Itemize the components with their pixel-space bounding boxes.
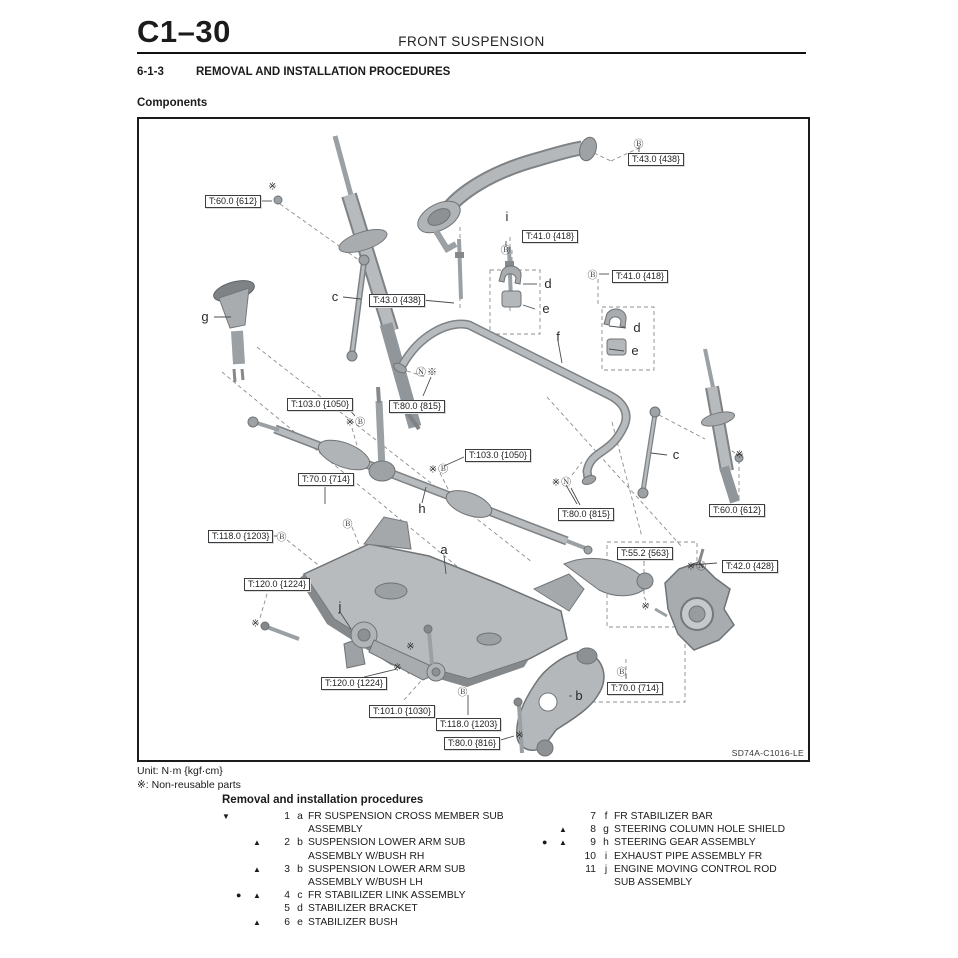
part-name-line: FR STABILIZER LINK ASSEMBLY xyxy=(308,890,466,902)
part-name-line: STEERING COLUMN HOLE SHIELD xyxy=(614,824,786,836)
part-name xyxy=(614,810,828,823)
part-name-line: STEERING GEAR ASSEMBLY xyxy=(614,837,756,849)
part-number: 11 xyxy=(585,863,596,875)
part-name-line: ASSEMBLY xyxy=(308,824,363,836)
section-heading xyxy=(137,66,450,78)
marker-dot: ● xyxy=(542,837,548,848)
part-name-line: SUB ASSEMBLY xyxy=(614,877,693,889)
part-name xyxy=(308,916,522,929)
part-letter-i: i xyxy=(505,208,509,224)
torque-spec-label: T:70.0 {714} xyxy=(607,682,663,695)
torque-spec-label: T:55.2 {563} xyxy=(617,547,673,560)
part-name-line: ENGINE MOVING CONTROL ROD xyxy=(614,863,777,875)
torque-spec-label: T:120.0 {1224} xyxy=(321,677,387,690)
diagram-symbol: Ⓑ xyxy=(587,270,599,282)
part-letter-j: j xyxy=(338,598,342,614)
part-number: 7 xyxy=(590,811,596,822)
part-letter-d: d xyxy=(633,319,641,335)
marker-triangle: ▲ xyxy=(559,825,567,835)
part-name xyxy=(308,810,522,836)
torque-spec-label: T:120.0 {1224} xyxy=(244,578,310,591)
diagram-symbol: Ⓑ xyxy=(616,667,628,679)
parts-list-row xyxy=(528,850,828,863)
section-number: 6-1-3 xyxy=(137,66,164,78)
part-letter-key: f xyxy=(604,811,608,822)
unit-note: Unit: N·m {kgf·cm} xyxy=(137,765,223,777)
part-name xyxy=(614,863,828,889)
page-title: FRONT SUSPENSION xyxy=(398,34,545,49)
part-number: 5 xyxy=(284,903,290,915)
part-name xyxy=(614,850,828,863)
marker-dot: ● xyxy=(236,890,242,901)
part-number: 4 xyxy=(284,890,290,902)
torque-spec-label: T:70.0 {714} xyxy=(298,473,354,486)
torque-spec-label: T:101.0 {1030} xyxy=(369,705,435,718)
diagram-symbol: ※ xyxy=(641,601,651,613)
diagram-symbol: ※ xyxy=(735,449,745,461)
diagram-symbol: Ⓑ xyxy=(633,139,645,151)
parts-list-row xyxy=(222,889,522,902)
part-letter-g: g xyxy=(201,308,209,324)
parts-list-row xyxy=(528,836,828,849)
part-letter-key: a xyxy=(297,811,303,822)
part-name-line: STABILIZER BUSH xyxy=(308,916,398,928)
part-name xyxy=(308,902,522,915)
torque-spec-label: T:80.0 {815} xyxy=(558,508,614,521)
part-letter-key: b xyxy=(297,837,303,849)
part-number: 9 xyxy=(590,837,596,849)
part-name-line: EXHAUST PIPE ASSEMBLY FR xyxy=(614,850,763,862)
parts-list-row xyxy=(222,863,522,889)
part-letter-f: f xyxy=(556,328,560,344)
part-number: 1 xyxy=(284,811,290,822)
part-letter-e: e xyxy=(631,342,639,358)
diagram-symbol: ※ xyxy=(406,641,416,653)
parts-list-left xyxy=(222,810,522,929)
diagram-symbol: ※Ⓝ xyxy=(551,477,573,489)
torque-spec-label: T:60.0 {612} xyxy=(205,195,261,208)
torque-spec-label: T:80.0 {815} xyxy=(389,400,445,413)
part-name-line: ASSEMBLY W/BUSH RH xyxy=(308,850,425,862)
marker-reverse: ▼ xyxy=(222,812,230,821)
diagram-symbol: ※Ⓑ xyxy=(345,417,367,429)
diagram-callouts xyxy=(139,119,808,760)
part-letter-b: b xyxy=(575,687,583,703)
part-name-line: FR STABILIZER BAR xyxy=(614,811,713,822)
procedures-title: Removal and installation procedures xyxy=(222,794,424,806)
marker-triangle: ▲ xyxy=(253,891,261,901)
part-name xyxy=(308,836,522,862)
part-name-line: STABILIZER BRACKET xyxy=(308,903,418,915)
header-rule xyxy=(137,52,806,54)
diagram-symbol: ※Ⓑ xyxy=(428,464,450,476)
torque-spec-label: T:41.0 {418} xyxy=(522,230,578,243)
part-name xyxy=(308,889,522,902)
part-name xyxy=(308,863,522,889)
torque-spec-label: T:43.0 {438} xyxy=(628,153,684,166)
page-number: C1–30 xyxy=(137,14,231,49)
diagram-symbol: ※Ⓝ xyxy=(686,561,708,573)
parts-list-row xyxy=(528,863,828,889)
components-diagram xyxy=(137,117,810,762)
marker-triangle: ▲ xyxy=(559,838,567,848)
diagram-symbol: Ⓑ xyxy=(342,519,354,531)
part-letter-key: e xyxy=(297,916,303,928)
part-name xyxy=(614,836,828,849)
part-letter-h: h xyxy=(418,500,426,516)
part-number: 6 xyxy=(284,916,290,928)
diagram-symbol: ※ xyxy=(268,181,278,193)
torque-spec-label: T:103.0 {1050} xyxy=(287,398,353,411)
diagram-symbol: Ⓑ xyxy=(500,245,512,257)
nonreusable-note: ※: Non-reusable parts xyxy=(137,779,241,791)
diagram-symbol: ※ xyxy=(515,730,525,742)
torque-spec-label: T:103.0 {1050} xyxy=(465,449,531,462)
diagram-symbol: Ⓝ※ xyxy=(416,367,438,379)
marker-triangle: ▲ xyxy=(253,838,261,848)
marker-triangle: ▲ xyxy=(253,864,261,874)
diagram-symbol: Ⓑ xyxy=(457,687,469,699)
part-letter-c: c xyxy=(331,288,339,304)
torque-spec-label: T:42.0 {428} xyxy=(722,560,778,573)
parts-list-row xyxy=(222,810,522,836)
torque-spec-label: T:60.0 {612} xyxy=(709,504,765,517)
part-letter-key: b xyxy=(297,863,303,875)
parts-list-row xyxy=(222,902,522,915)
torque-spec-label: T:41.0 {418} xyxy=(612,270,668,283)
part-letter-key: d xyxy=(297,903,303,915)
part-name-line: FR SUSPENSION CROSS MEMBER SUB xyxy=(308,811,504,822)
part-number: 10 xyxy=(584,850,596,862)
figure-code: SD74A-C1016-LE xyxy=(731,748,804,758)
diagram-symbol: Ⓑ xyxy=(276,532,288,544)
parts-list-row xyxy=(222,836,522,862)
marker-triangle: ▲ xyxy=(253,917,261,927)
parts-list-row xyxy=(528,823,828,836)
part-letter-key: h xyxy=(603,837,609,849)
part-number: 8 xyxy=(590,824,596,836)
part-number: 3 xyxy=(284,863,290,875)
part-name-line: SUSPENSION LOWER ARM SUB xyxy=(308,837,466,849)
torque-spec-label: T:80.0 {816} xyxy=(444,737,500,750)
part-name xyxy=(614,823,828,836)
part-name-line: SUSPENSION LOWER ARM SUB xyxy=(308,863,466,875)
diagram-symbol: ※ xyxy=(251,618,261,630)
part-name-line: ASSEMBLY W/BUSH LH xyxy=(308,877,423,889)
parts-list-row xyxy=(222,916,522,929)
torque-spec-label: T:118.0 {1203} xyxy=(436,718,501,731)
torque-spec-label: T:43.0 {438} xyxy=(369,294,425,307)
parts-list-row xyxy=(528,810,828,823)
part-letter-key: j xyxy=(604,863,608,875)
part-letter-d: d xyxy=(544,275,552,291)
part-letter-e: e xyxy=(542,300,550,316)
parts-list-right xyxy=(528,810,828,889)
part-letter-key: c xyxy=(297,890,303,902)
components-label: Components xyxy=(137,97,208,109)
section-title: REMOVAL AND INSTALLATION PROCEDURES xyxy=(196,66,451,78)
part-letter-key: g xyxy=(603,824,609,836)
diagram-symbol: ※ xyxy=(393,662,403,674)
part-letter-a: a xyxy=(440,541,448,557)
part-number: 2 xyxy=(284,837,290,849)
part-letter-key: i xyxy=(604,850,608,862)
torque-spec-label: T:118.0 {1203} xyxy=(208,530,273,543)
part-letter-c: c xyxy=(672,446,680,462)
